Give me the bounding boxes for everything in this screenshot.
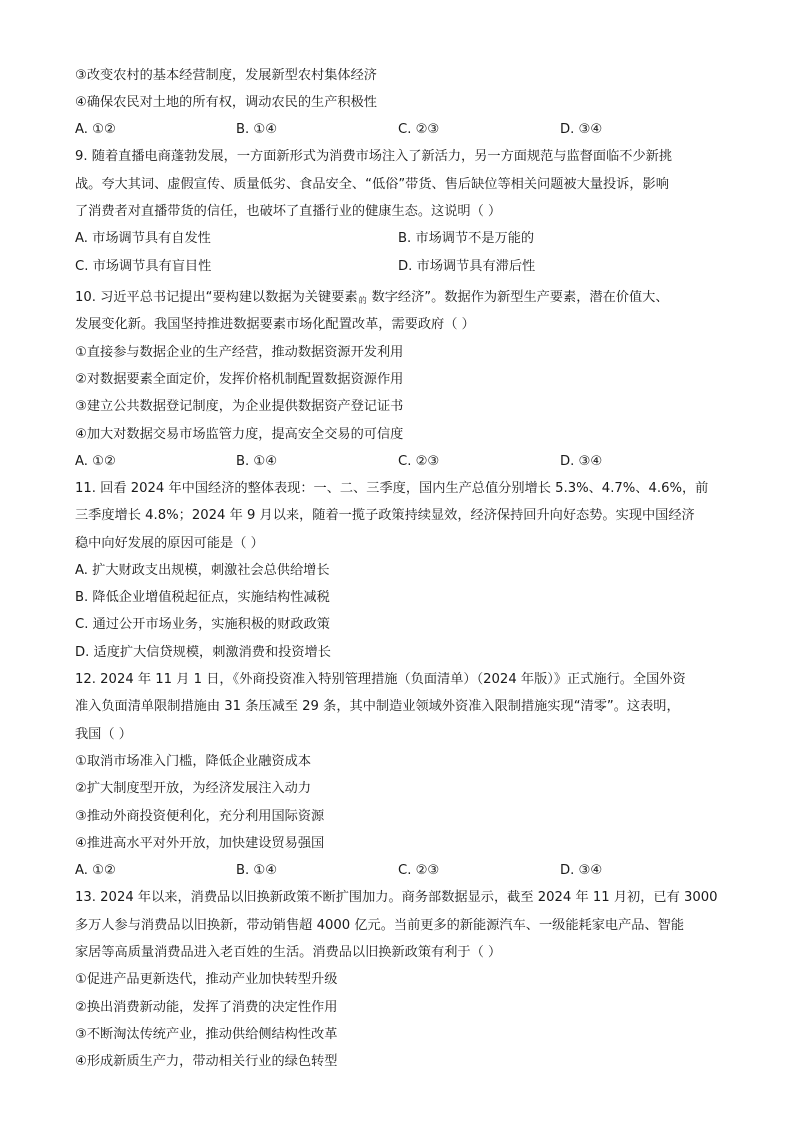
q13-stem-line-1: 13. 2024 年以来，消费品以旧换新政策不断扩围加力。商务部数据显示，截至 2024 年 11 月初，已有 3000 bbox=[75, 890, 718, 905]
q13-stem-line-2: 多万人参与消费品以旧换新，带动销售超 4000 亿元。当前更多的新能源汽车、一级能耗家电产品、智能 bbox=[75, 918, 685, 933]
option-c: C. ②③ bbox=[398, 863, 440, 878]
option-b: B. ①④ bbox=[236, 122, 278, 137]
q12-item-4: ④推进高水平对外开放，加快建设贸易强国 bbox=[75, 836, 325, 851]
stray-mark: 的 bbox=[358, 296, 367, 305]
q12-stem-line-2: 准入负面清单限制措施由 31 条压减至 29 条，其中制造业领域外资准入限制措施实现“清零”。这表明， bbox=[75, 699, 680, 714]
q12-item-3: ③推动外商投资便利化，充分利用国际资源 bbox=[75, 809, 325, 824]
q10-item-1: ①直接参与数据企业的生产经营，推动数据资源开发利用 bbox=[75, 345, 404, 360]
prev-item-3: ③改变农村的基本经营制度，发展新型农村集体经济 bbox=[75, 68, 377, 83]
q9-stem-line-3: 了消费者对直播带货的信任，也破坏了直播行业的健康生态。这说明（ ） bbox=[75, 204, 502, 219]
q12-stem-line-3: 我国（ ） bbox=[75, 727, 132, 742]
q13-item-1: ①促进产品更新迭代，推动产业加快转型升级 bbox=[75, 972, 338, 987]
q11-stem-line-3: 稳中向好发展的原因可能是（ ） bbox=[75, 536, 264, 551]
option-a: A. ①② bbox=[75, 122, 116, 137]
q11-stem-line-1: 11. 回看 2024 年中国经济的整体表现：一、二、三季度，国内生产总值分别增长 5.3%、4.7%、4.6%，前 bbox=[75, 481, 709, 496]
q13-item-3: ③不断淘汰传统产业，推动供给侧结构性改革 bbox=[75, 1027, 338, 1042]
option-d: D. ③④ bbox=[560, 863, 603, 878]
q11-option-d: D. 适度扩大信贷规模，刺激消费和投资增长 bbox=[75, 645, 331, 660]
q13-item-2: ②换出消费新动能，发挥了消费的决定性作用 bbox=[75, 1000, 338, 1015]
q12-item-2: ②扩大制度型开放，为经济发展注入动力 bbox=[75, 781, 312, 796]
option-d: D. ③④ bbox=[560, 122, 603, 137]
q10-item-4: ④加大对数据交易市场监管力度，提高安全交易的可信度 bbox=[75, 427, 404, 442]
q9-options-row-1 bbox=[75, 230, 725, 248]
q10-item-2: ②对数据要素全面定价，发挥价格机制配置数据资源作用 bbox=[75, 372, 404, 387]
q11-option-b: B. 降低企业增值税起征点，实施结构性减税 bbox=[75, 590, 330, 605]
q10-item-3: ③建立公共数据登记制度，为企业提供数据资产登记证书 bbox=[75, 399, 404, 414]
option-c: C. ②③ bbox=[398, 122, 440, 137]
option-b: B. ①④ bbox=[236, 863, 278, 878]
q10-stem-line-1 bbox=[75, 289, 669, 307]
option-d: D. ③④ bbox=[560, 454, 603, 469]
option-a: A. ①② bbox=[75, 454, 116, 469]
q11-stem-line-2: 三季度增长 4.8%；2024 年 9 月以来，随着一揽子政策持续显效，经济保持回升向好态势。实现中国经济 bbox=[75, 508, 695, 523]
q10-stem-part-1: 10. 习近平总书记提出“要构建以数据为关键要素 bbox=[75, 290, 358, 305]
q9-stem-line-2: 战。夸大其词、虚假宣传、质量低劣、食品安全、“低俗”带货、售后缺位等相关问题被大量投诉，影响 bbox=[75, 177, 669, 192]
option-d: D. 市场调节具有滞后性 bbox=[398, 259, 536, 274]
q11-option-a: A. 扩大财政支出规模，刺激社会总供给增长 bbox=[75, 563, 330, 578]
option-a: A. ①② bbox=[75, 863, 116, 878]
prev-item-4: ④确保农民对土地的所有权，调动农民的生产积极性 bbox=[75, 95, 377, 110]
q12-options bbox=[75, 862, 725, 880]
q9-options-row-2 bbox=[75, 258, 725, 276]
option-b: B. 市场调节不是万能的 bbox=[398, 231, 535, 246]
q13-stem-line-3: 家居等高质量消费品进入老百姓的生活。消费品以旧换新政策有利于（ ） bbox=[75, 945, 502, 960]
option-b: B. ①④ bbox=[236, 454, 278, 469]
prev-options bbox=[75, 121, 725, 139]
q10-stem-part-2: 数字经济”。数据作为新型生产要素，潜在价值大、 bbox=[371, 290, 669, 305]
q12-stem-line-1: 12. 2024 年 11 月 1 日，《外商投资准入特别管理措施（负面清单）（2024 年版）》正式施行。全国外资 bbox=[75, 672, 686, 687]
q9-stem-line-1: 9. 随着直播电商蓬勃发展，一方面新形式为消费市场注入了新活力，另一方面规范与监督面临不少新挑 bbox=[75, 149, 673, 164]
option-c: C. ②③ bbox=[398, 454, 440, 469]
q10-stem-line-2: 发展变化新。我国坚持推进数据要素市场化配置改革，需要政府（ ） bbox=[75, 317, 475, 332]
q11-option-c: C. 通过公开市场业务，实施积极的财政政策 bbox=[75, 617, 330, 632]
q13-item-4: ④形成新质生产力，带动相关行业的绿色转型 bbox=[75, 1054, 338, 1069]
option-a: A. 市场调节具有自发性 bbox=[75, 231, 211, 246]
option-c: C. 市场调节具有盲目性 bbox=[75, 259, 212, 274]
q10-options bbox=[75, 453, 725, 471]
q12-item-1: ①取消市场准入门槛，降低企业融资成本 bbox=[75, 754, 312, 769]
